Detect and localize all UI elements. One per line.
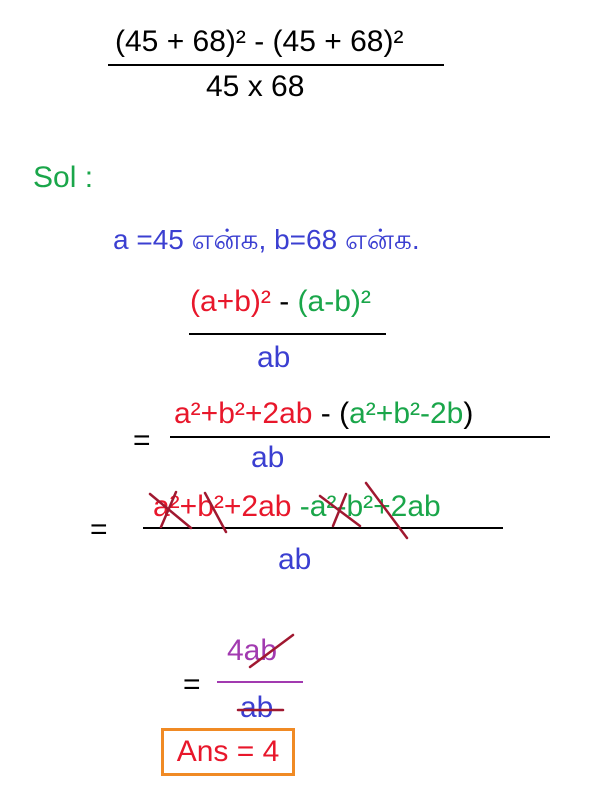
answer-text: Ans = 4 — [176, 735, 280, 768]
step2-fraction-bar — [170, 436, 550, 438]
step2-equals: = — [133, 424, 151, 457]
step1-fraction-bar — [189, 333, 386, 335]
step3-equals: = — [90, 513, 108, 546]
step2-numerator — [174, 399, 473, 429]
step2-minus: - — [312, 397, 340, 430]
step3-fraction-bar — [143, 527, 503, 529]
problem-numerator: (45 + 68)² - (45 + 68)² — [115, 25, 404, 58]
step1-term-diff-squared: (a-b)² — [297, 285, 371, 318]
let-statement: a =45 என்க, b=68 என்க. — [113, 224, 420, 255]
solution-label: Sol : — [33, 161, 94, 194]
step2-paren-open: ( — [339, 397, 350, 430]
step1-denominator: ab — [257, 341, 291, 374]
step1-minus: - — [270, 285, 298, 318]
answer-box — [161, 728, 295, 776]
problem-fraction-bar — [108, 64, 444, 66]
step3-terms-negated: -a²-b²+2ab — [291, 490, 441, 523]
problem-denominator: 45 x 68 — [206, 70, 305, 103]
step4-denominator: ab — [240, 691, 274, 724]
step2-paren-close: ) — [463, 397, 474, 430]
step3-terms-positive: a²+b²+2ab — [153, 490, 292, 523]
step2-expansion-diff: a²+b²-2b — [349, 397, 464, 430]
step4-numerator: 4ab — [227, 634, 278, 667]
step2-denominator: ab — [251, 441, 285, 474]
step2-expansion-sum: a²+b²+2ab — [174, 397, 313, 430]
step1-term-sum-squared: (a+b)² — [190, 285, 271, 318]
step3-denominator: ab — [278, 543, 312, 576]
step4-equals: = — [183, 668, 201, 701]
step1-numerator — [190, 287, 371, 317]
step3-numerator — [153, 492, 441, 522]
step4-fraction-bar — [217, 681, 303, 683]
